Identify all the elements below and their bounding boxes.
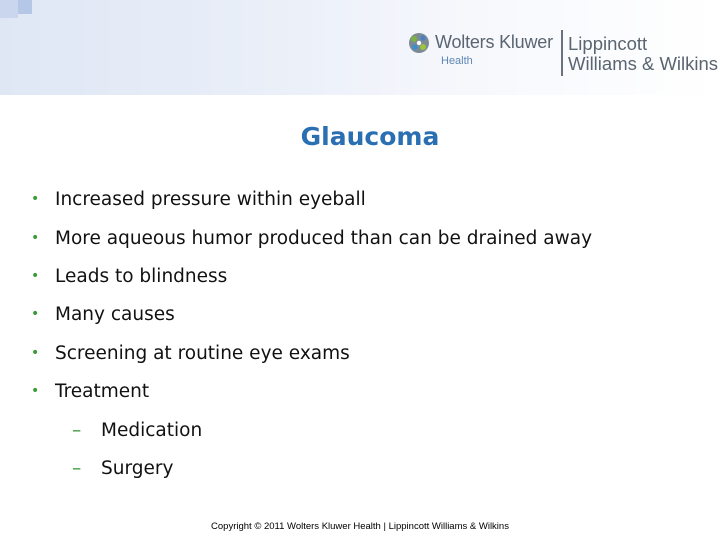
corner-decoration-small	[18, 0, 32, 14]
bullet-item	[31, 304, 175, 325]
sub-bullet-item	[72, 458, 173, 479]
wolters-kluwer-logo-icon	[408, 32, 430, 54]
bullet-text: Screening at routine eye exams	[55, 343, 350, 364]
bullet-dot-icon: •	[31, 383, 40, 399]
bullet-dot-icon: •	[31, 230, 40, 246]
sub-bullet-text: Medication	[101, 420, 203, 441]
bullet-text: Increased pressure within eyeball	[55, 189, 366, 210]
logo-divider	[561, 30, 563, 76]
logo-secondary-line2: Williams & Wilkins	[568, 53, 719, 74]
sub-bullet-item	[72, 420, 202, 441]
bullet-text: Many causes	[55, 304, 175, 325]
bullet-text: More aqueous humor produced than can be drained away	[55, 228, 593, 249]
bullet-dot-icon: •	[31, 268, 40, 284]
logo-primary-text: Wolters Kluwer	[435, 32, 553, 52]
bullet-text: Leads to blindness	[55, 266, 228, 287]
bullet-dot-icon: •	[31, 345, 40, 361]
bullet-item	[31, 228, 592, 249]
logo-secondary-line1: Lippincott	[568, 33, 648, 54]
corner-decoration	[0, 0, 18, 18]
sub-bullet-dash-icon: –	[72, 458, 82, 479]
sub-bullet-dash-icon: –	[72, 420, 82, 441]
bullet-item	[31, 189, 366, 210]
bullet-dot-icon: •	[31, 306, 40, 322]
logo-health-text: Health	[441, 55, 473, 67]
sub-bullet-text: Surgery	[101, 458, 174, 479]
bullet-item	[31, 381, 149, 402]
copyright-footer: Copyright © 2011 Wolters Kluwer Health | Lippincott Williams & Wilkins	[211, 521, 509, 532]
bullet-dot-icon: •	[31, 191, 40, 207]
bullet-item	[31, 266, 227, 287]
bullet-item	[31, 343, 350, 364]
bullet-text: Treatment	[55, 381, 150, 402]
slide-title: Glaucoma	[300, 122, 440, 151]
